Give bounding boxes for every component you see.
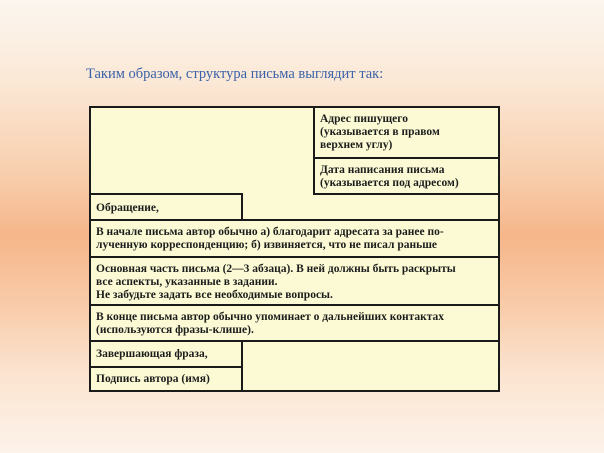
date-line: (указывается под адресом)	[320, 177, 459, 189]
letter-structure-table	[89, 106, 500, 392]
closing-phrase-cell	[91, 342, 241, 368]
body-line: Не забудьте задать все необходимые вопросы.	[96, 289, 333, 301]
sender-address-cell	[315, 108, 500, 158]
body-line: Основная часть письма (2—3 абзаца). В ней должны быть раскрыты	[96, 263, 456, 275]
divider-line	[313, 193, 500, 195]
body-line: все аспекты, указанные в задании.	[96, 276, 278, 288]
divider-line	[91, 340, 500, 342]
salutation-cell	[91, 195, 241, 221]
divider-line	[91, 304, 500, 306]
divider-line	[91, 366, 241, 368]
opening-line: В начале письма автор обычно а) благодарит адресата за ранее по-	[96, 226, 444, 238]
closing-phrase-text: Завершающая фраза,	[96, 348, 208, 360]
closing-line: (используются фразы-клише).	[96, 324, 254, 336]
slide-title: Таким образом, структура письма выглядит так:	[86, 66, 384, 82]
divider-line	[91, 219, 500, 221]
divider-line	[91, 256, 500, 258]
closing-line: В конце письма автор обычно упоминает о дальнейших контактах	[96, 311, 445, 323]
sender-address-line: Адрес пишущего	[320, 113, 408, 125]
opening-cell	[91, 221, 500, 258]
signature-cell	[91, 368, 241, 390]
sender-address-line: верхнем углу)	[320, 139, 393, 151]
date-line: Дата написания письма	[320, 164, 445, 176]
body-cell	[91, 258, 500, 306]
opening-line: лученную корреспонденцию; б) извиняется, что не писал раньше	[96, 239, 438, 251]
divider-line	[241, 193, 243, 221]
divider-line	[91, 193, 241, 195]
date-cell	[315, 159, 500, 193]
divider-line	[241, 340, 243, 392]
divider-line	[313, 157, 500, 159]
signature-text: Подпись автора (имя)	[96, 373, 210, 385]
closing-cell	[91, 306, 500, 342]
sender-address-line: (указывается в правом	[320, 126, 440, 138]
salutation-text: Обращение,	[96, 202, 159, 214]
divider-line	[313, 108, 315, 195]
